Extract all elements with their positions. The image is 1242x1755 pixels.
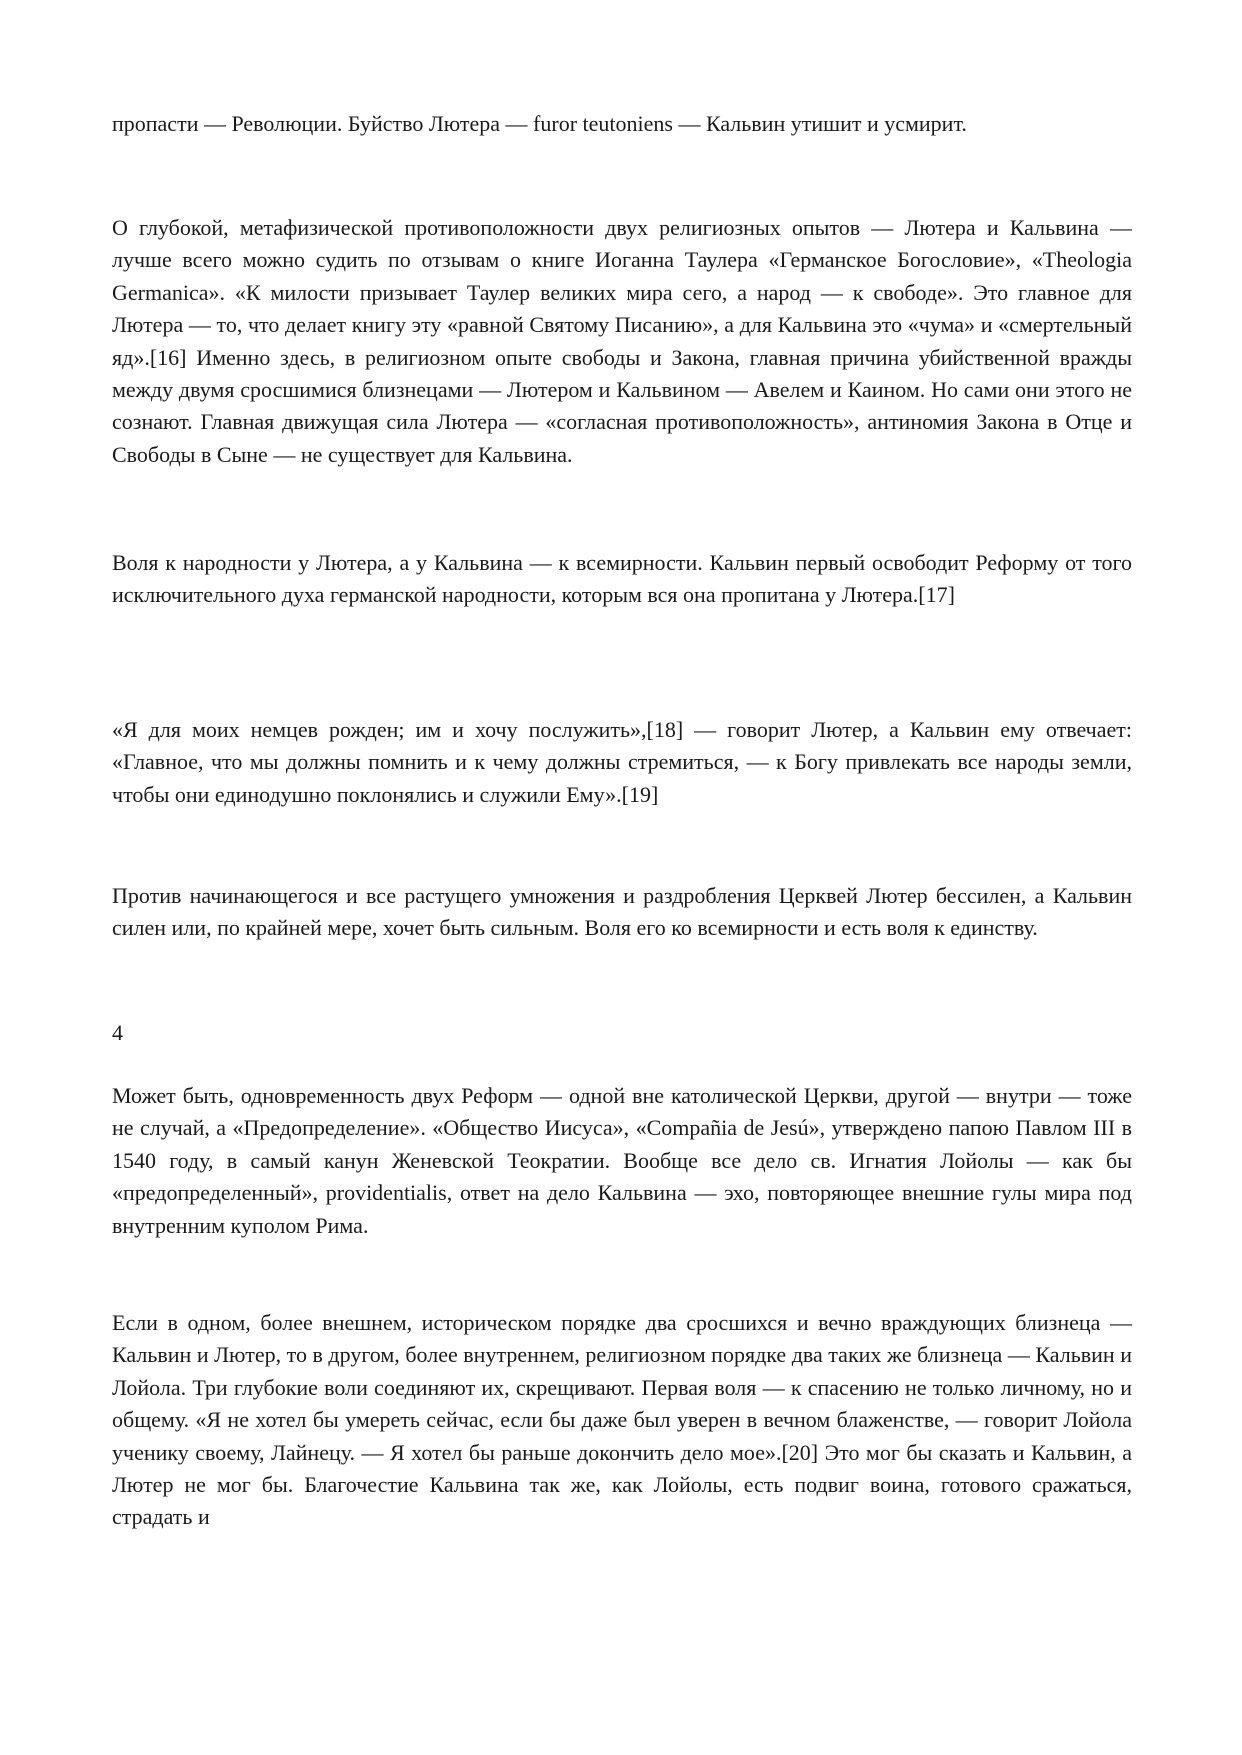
section-number: 4 xyxy=(112,1020,123,1045)
paragraph-1: пропасти — Революции. Буйство Лютера — furor teutoniens — Кальвин утишит и усмирит. xyxy=(112,111,967,136)
paragraph-4: «Я для моих немцев рожден; им и хочу послужить»,[18] — говорит Лютер, а Кальвин ему отвечает: «Главное, что мы должны помнить и к чему должны стремиться, — к Богу привлекать все народы земли, чтобы они единодушно поклонялись и служили Ему».[19] xyxy=(112,717,1132,807)
paragraph-3: Воля к народности у Лютера, а у Кальвина — к всемирности. Кальвин первый освободит Реформу от того исключительного духа германской народности, которым вся она пропитана у Лютера.[17] xyxy=(112,550,1132,608)
paragraph-5: Против начинающегося и все растущего умножения и раздробления Церквей Лютер бессилен, а Кальвин силен или, по крайней мере, хочет быть сильным. Воля его ко всемирности и есть воля к единству. xyxy=(112,883,1132,941)
paragraph-2: О глубокой, метафизической противоположности двух религиозных опытов — Лютера и Кальвина — лучше всего можно судить по отзывам о книге Иоганна Таулера «Германское Богословие», «Theologia Germanica». «К милости призывает Таулер великих мира сего, а народ — к свободе». Это главное для Лютера — то, что делает книгу эту «равной Святому Писанию», а для Кальвина это «чума» и «смертельный яд».[16] Именно здесь, в религиозном опыте свободы и Закона, главная причина убийственной вражды между двумя сросшимися близнецами — Лютером и Кальвином — Авелем и Каином. Но сами они этого не сознают. Главная движущая сила Лютера — «согласная противоположность», антиномия Закона в Отце и Свободы в Сыне — не существует для Кальвина. xyxy=(112,215,1132,467)
paragraph-6: Может быть, одновременность двух Реформ — одной вне католической Церкви, другой — внутри — тоже не случай, а «Предопределение». «Общество Иисуса», «Compañia de Jesú», утверждено папою Павлом III в 1540 году, в самый канун Женевской Теократии. Вообще все дело св. Игнатия Лойолы — как бы «предопределенный», providentialis, ответ на дело Кальвина — эхо, повторяющее внешние гулы мира под внутренним куполом Рима. xyxy=(112,1083,1132,1238)
paragraph-7: Если в одном, более внешнем, историческом порядке два сросшихся и вечно враждующих близнеца — Кальвин и Лютер, то в другом, более внутреннем, религиозном порядке два таких же близнеца — Кальвин и Лойола. Три глубокие воли соединяют их, скрещивают. Первая воля — к спасению не только личному, но и общему. «Я не хотел бы умереть сейчас, если бы даже был уверен в вечном блаженстве, — говорит Лойола ученику своему, Лайнецу. — Я хотел бы раньше докончить дело мое».[20] Это мог бы сказать и Кальвин, а Лютер не мог бы. Благочестие Кальвина так же, как Лойолы, есть подвиг воина, готового сражаться, страдать и xyxy=(112,1310,1132,1530)
